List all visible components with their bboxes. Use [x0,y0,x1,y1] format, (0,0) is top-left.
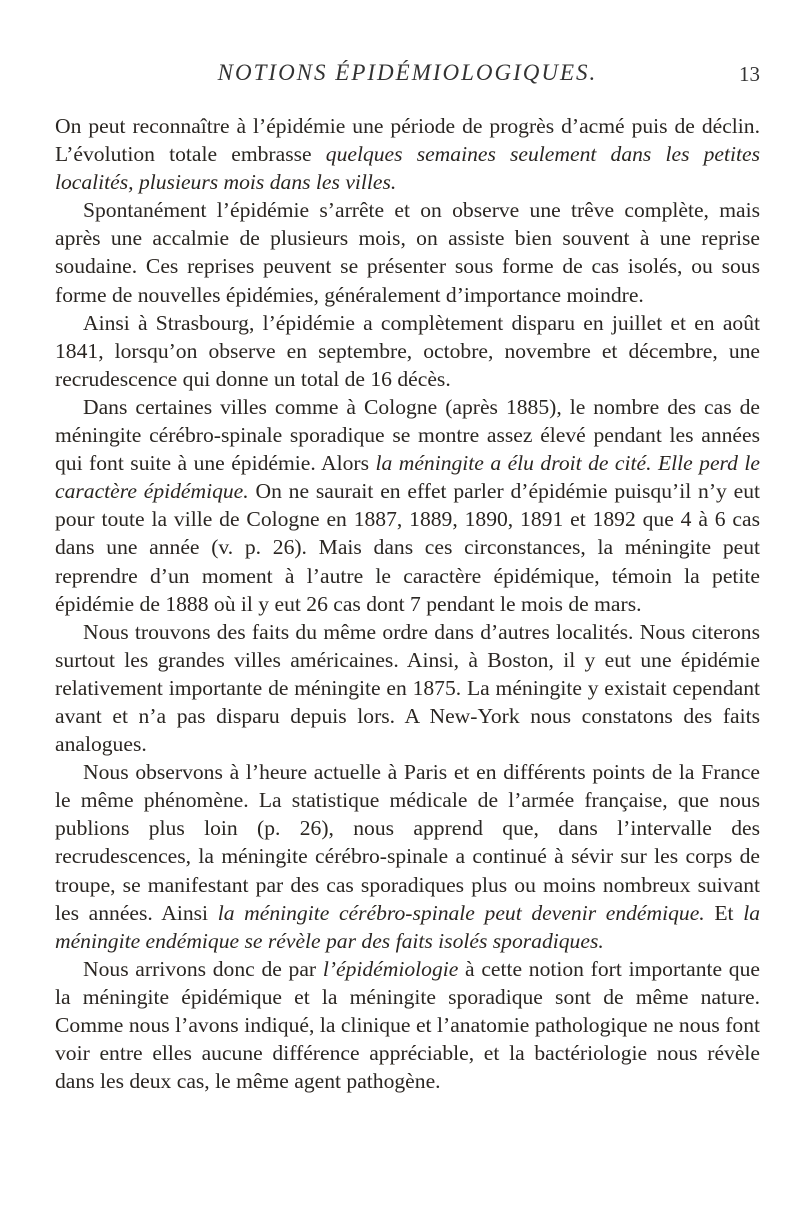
paragraph-4-italic: la méningite a élu droit de cité. Elle perd le caractère épidémique. [55,451,760,504]
paragraph-6-italic: la méningite cérébro-spinale peut devenir endémique. [217,900,705,925]
paragraph-4-text-2: On ne saurait en effet parler d’épidémie puisqu’il n’y eut pour toute la ville de Cologne en 1887, 1889, 1890, 1891 et 1892 que 4 à 6 cas dans une année (v. p. 26). Mais dans ces circonstances, la méningite peut reprendre d’un moment à l’autre le caractère épidémique, témoin la petite épidémie de 1888 où il y eut 26 cas dont 7 pendant le mois de mars. [55,479,760,616]
paragraph-6 [55,758,760,955]
paragraph-7-italic: l’épidémiologie [322,956,459,981]
paragraph-6-text: Nous observons à l’heure actuelle à Paris et en différents points de la France le même phénomène. La statistique médicale de l’armée française, que nous publions plus loin (p. 26), nous apprend que, dans l’intervalle des recrudescences, la méningite cérébro-spinale a continué à sévir sur les corps de troupe, se manifestant par des cas sporadiques plus ou moins nombreux suivant les années. Ainsi [55,760,760,925]
paragraph-7-text-2: à cette notion fort importante que la méningite épidémique et la méningite sporadique sont de même nature. Comme nous l’avons indiqué, la clinique et l’anatomie pathologique ne nous font voir entre elles aucune différence appréciable, et la bactériologie nous révèle dans les deux cas, le même agent pathogène. [55,956,760,1094]
paragraph-1-text: On peut reconnaître à l’épidémie une période de progrès d’acmé puis de déclin. L’évolution totale embrasse [55,114,760,167]
page-header [55,60,760,100]
paragraph-7-text: Nous arrivons donc de par [83,956,323,981]
paragraph-4-text: Dans certaines villes comme à Cologne (après 1885), le nombre des cas de méningite cérébro-spinale sporadique se montre assez élevé pendant les années qui font suite à une épidémie. Alors [55,394,760,476]
paragraph-6-italic-2: la méningite endémique se révèle par des faits isolés sporadiques. [55,900,760,953]
paragraph-4 [55,393,760,618]
paragraph-6-text-2: Et [704,900,744,925]
paragraph-2 [55,196,760,308]
paragraph-2-text: Spontanément l’épidémie s’arrête et on observe une trêve complète, mais après une accalmie de plusieurs mois, on assiste bien souvent à une reprise soudaine. Ces reprises peuvent se présenter sous forme de cas isolés, ou sous forme de nouvelles épidémies, généralement d’importance moindre. [55,198,760,307]
paragraph-5 [55,618,760,758]
paragraph-5-text: Nous trouvons des faits du même ordre dans d’autres localités. Nous citerons surtout les grandes villes américaines. Ainsi, à Boston, il y eut une épidémie relativement importante de méningite en 1875. La méningite y existait cependant avant et n’a pas disparu depuis lors. A New-York nous constatons des faits analogues. [55,619,760,757]
paragraph-1-italic: quelques semaines seulement dans les petites localités, plusieurs mois dans les villes. [55,142,760,195]
paragraph-1 [55,112,760,196]
body-text [55,112,760,1095]
page-number: 13 [739,62,760,86]
paragraph-3-text: Ainsi à Strasbourg, l’épidémie a complètement disparu en juillet et en août 1841, lorsqu’on observe en septembre, octobre, novembre et décembre, une recrudescence qui donne un total de 16 décès. [55,310,760,391]
running-title: NOTIONS ÉPIDÉMIOLOGIQUES. [217,60,598,85]
paragraph-3 [55,309,760,393]
paragraph-7 [55,955,760,1095]
